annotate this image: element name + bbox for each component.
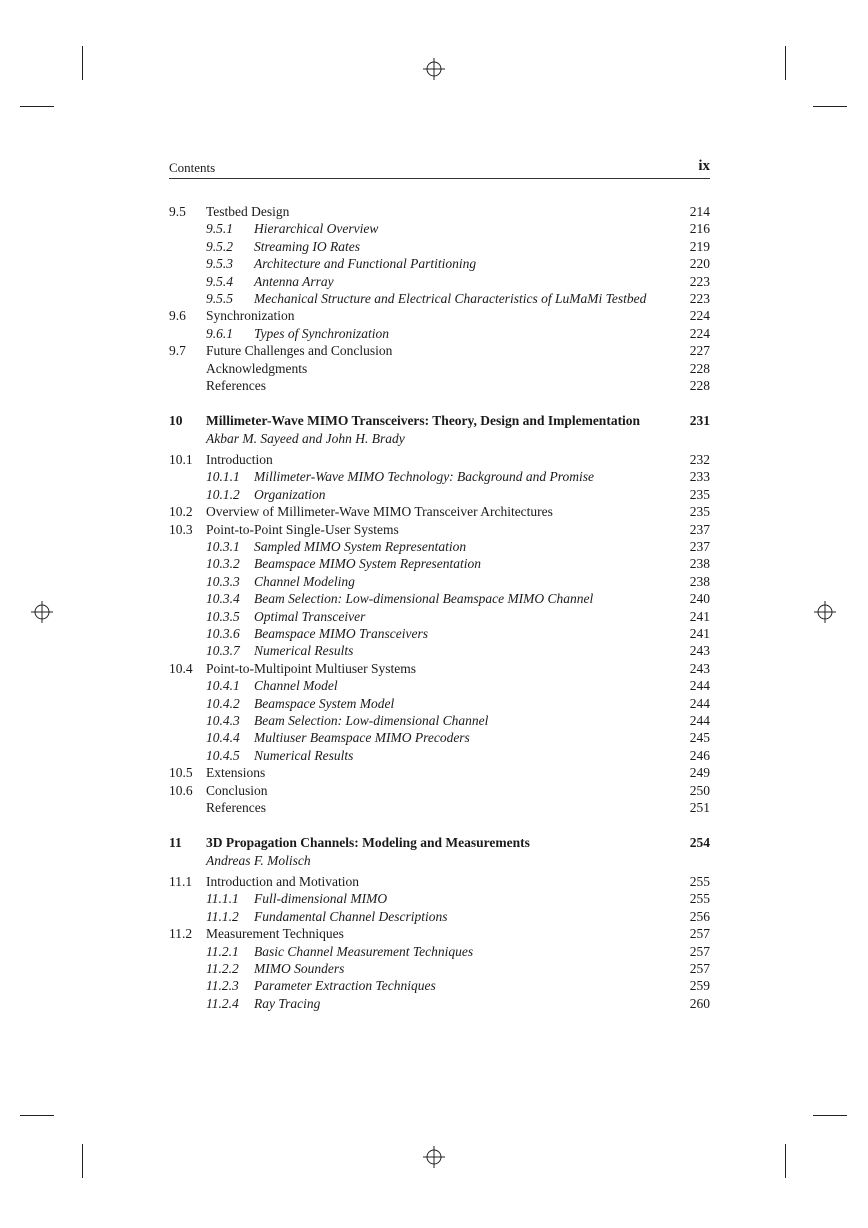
toc-entry-page: 255 (689, 874, 710, 890)
toc-entry-title: Extensions (206, 765, 266, 781)
toc-entry-title: Point-to-Multipoint Multiuser Systems (206, 660, 417, 676)
toc-entry-number: 10.2 (169, 504, 193, 520)
toc-entry-number: 9.5.5 (206, 290, 233, 306)
toc-entry-number: 10.1.2 (206, 486, 240, 502)
toc-entry-number: 11.2.1 (206, 943, 239, 959)
crop-mark (20, 106, 54, 107)
toc-entry-page: 235 (689, 504, 710, 520)
toc-entry-page: 244 (689, 695, 710, 711)
toc-subsection-row[interactable] (169, 273, 710, 290)
toc-section-row[interactable] (169, 521, 710, 538)
toc-entry-number: 9.5.4 (206, 273, 233, 289)
toc-entry-number: 9.5.2 (206, 238, 233, 254)
toc-section-row[interactable] (169, 342, 710, 359)
toc-entry-title: Multiuser Beamspace MIMO Precoders (254, 730, 470, 746)
toc-subsection-row[interactable] (169, 220, 710, 237)
toc-entry-title: Beamspace MIMO System Representation (254, 556, 482, 572)
toc-entry-title: Numerical Results (254, 747, 354, 763)
toc-entry-page: 216 (689, 221, 710, 237)
toc-entry-number: 10.5 (169, 765, 193, 781)
toc-entry-number: 10.3.3 (206, 573, 240, 589)
toc-section-row[interactable] (169, 660, 710, 677)
toc-entry-title: Beamspace System Model (254, 695, 395, 711)
toc-entry-number: 10.3.6 (206, 625, 240, 641)
toc-entry-title: Organization (254, 486, 326, 502)
toc-entry-number: 10.3.7 (206, 643, 240, 659)
toc-entry-title: References (206, 799, 266, 815)
toc-entry-page: 228 (689, 377, 710, 393)
toc-entry-title: Mechanical Structure and Electrical Characteristics of LuMaMi Testbed (254, 290, 647, 306)
toc-entry-page: 227 (689, 343, 710, 359)
toc-chapter-row[interactable] (169, 412, 710, 429)
toc-entry-page: 220 (689, 256, 710, 272)
toc-entry-page: 224 (689, 308, 710, 324)
toc-subsection-row[interactable] (169, 642, 710, 659)
toc-subsection-row[interactable] (169, 468, 710, 485)
toc-entry-number: 10.3.5 (206, 608, 240, 624)
registration-mark-icon (814, 601, 836, 623)
toc-entry-number: 11.1.1 (206, 891, 239, 907)
toc-subsection-row[interactable] (169, 677, 710, 694)
toc-entry-number: 10.3.4 (206, 591, 240, 607)
toc-entry-page: 237 (689, 521, 710, 537)
toc-entry-number: 10.4.3 (206, 712, 240, 728)
toc-subsection-row[interactable] (169, 555, 710, 572)
toc-chapter-authors: Andreas F. Molisch (206, 852, 311, 868)
toc-entry-title: Millimeter-Wave MIMO Transceivers: Theory, Design and Implementation (206, 413, 641, 429)
toc-entry-number: 11.2.4 (206, 995, 239, 1011)
toc-subsection-row[interactable] (169, 943, 710, 960)
toc-entry-number: 9.7 (169, 343, 186, 359)
toc-section-row[interactable] (169, 925, 710, 942)
toc-entry-title: Numerical Results (254, 643, 354, 659)
registration-mark-icon (423, 1146, 445, 1168)
toc-entry-title: Overview of Millimeter-Wave MIMO Transceiver Architectures (206, 504, 553, 520)
toc-section-row[interactable] (169, 503, 710, 520)
toc-subsection-row[interactable] (169, 590, 710, 607)
toc-entry-title: Parameter Extraction Techniques (254, 978, 436, 994)
crop-mark (82, 1144, 83, 1178)
toc-entry-title: Channel Model (254, 678, 338, 694)
toc-entry-page: 259 (689, 978, 710, 994)
page-number: ix (698, 158, 710, 174)
toc-entry-number: 9.6.1 (206, 325, 233, 341)
toc-entry-page: 243 (689, 660, 710, 676)
toc-entry-page: 244 (689, 712, 710, 728)
toc-entry-number: 9.5.3 (206, 256, 233, 272)
toc-entry-page: 257 (689, 926, 710, 942)
toc-entry-page: 249 (689, 765, 710, 781)
toc-subsection-row[interactable] (169, 729, 710, 746)
toc-subsection-row[interactable] (169, 238, 710, 255)
toc-subsection-row[interactable] (169, 608, 710, 625)
toc-entry-number: 10.3.1 (206, 539, 240, 555)
toc-entry-page: 260 (689, 995, 710, 1011)
toc-entry-number: 10.4 (169, 660, 193, 676)
toc-entry-page: 256 (689, 908, 710, 924)
toc-section-row[interactable] (169, 360, 710, 377)
toc-entry-page: 245 (689, 730, 710, 746)
toc-section-row[interactable] (169, 873, 710, 890)
toc-entry-page: 250 (689, 782, 710, 798)
toc-entry-number: 11.2.2 (206, 961, 239, 977)
toc-entry-page: 228 (689, 360, 710, 376)
toc-subsection-row[interactable] (169, 573, 710, 590)
toc-entry-title: MIMO Sounders (254, 961, 345, 977)
toc-entry-number: 9.5.1 (206, 221, 233, 237)
toc-entry-page: 241 (689, 608, 710, 624)
toc-entry-title: References (206, 377, 266, 393)
registration-mark-icon (31, 601, 53, 623)
crop-mark (813, 1115, 847, 1116)
toc-section-row[interactable] (169, 203, 710, 220)
toc-entry-title: Channel Modeling (254, 573, 355, 589)
toc-entry-page: 255 (689, 891, 710, 907)
toc-entry-title: Streaming IO Rates (254, 238, 360, 254)
toc-entry-title: Measurement Techniques (206, 926, 344, 942)
toc-entry-number: 10 (169, 413, 183, 429)
toc-entry-number: 9.5 (169, 204, 186, 219)
toc-entry-page: 246 (689, 747, 710, 763)
toc-entry-page: 233 (689, 469, 710, 485)
toc-entry-title: Conclusion (206, 782, 268, 798)
toc-entry-title: Introduction (206, 452, 273, 468)
toc-entry-number: 10.4.5 (206, 747, 240, 763)
toc-entry-number: 10.4.1 (206, 678, 240, 694)
toc-entry-number: 10.6 (169, 782, 193, 798)
toc-entry-page: 223 (689, 290, 710, 306)
toc-entry-page: 238 (689, 573, 710, 589)
toc-section-row[interactable] (169, 377, 710, 394)
toc-entry-page: 219 (689, 238, 710, 254)
toc-entry-title: Types of Synchronization (254, 325, 389, 341)
toc-section-row[interactable] (169, 451, 710, 468)
toc-section-row[interactable] (169, 799, 710, 816)
toc-entry-title: Testbed Design (206, 204, 290, 219)
toc-entry-page: 232 (689, 452, 710, 468)
toc-entry-page: 231 (689, 413, 710, 429)
table-of-contents (169, 203, 710, 1012)
toc-entry-title: Architecture and Functional Partitioning (254, 256, 477, 272)
toc-chapter-row[interactable] (169, 834, 710, 851)
toc-entry-page: 244 (689, 678, 710, 694)
toc-entry-title: Synchronization (206, 308, 295, 324)
toc-entry-number: 11.2.3 (206, 978, 239, 994)
toc-section-row[interactable] (169, 764, 710, 781)
running-title: Contents (169, 160, 216, 175)
crop-mark (785, 1144, 786, 1178)
toc-subsection-row[interactable] (169, 625, 710, 642)
toc-entry-title: Optimal Transceiver (254, 608, 366, 624)
toc-subsection-row[interactable] (169, 712, 710, 729)
toc-entry-page: 214 (689, 204, 710, 219)
toc-entry-title: Beam Selection: Low-dimensional Channel (254, 712, 489, 728)
toc-subsection-row[interactable] (169, 890, 710, 907)
toc-author-row[interactable] (169, 430, 710, 447)
toc-entry-title: Full-dimensional MIMO (254, 891, 388, 907)
toc-subsection-row[interactable] (169, 995, 710, 1012)
toc-entry-title: Beam Selection: Low-dimensional Beamspace MIMO Channel (254, 591, 594, 607)
toc-entry-number: 11.1.2 (206, 908, 239, 924)
toc-subsection-row[interactable] (169, 977, 710, 994)
toc-entry-title: Basic Channel Measurement Techniques (254, 943, 474, 959)
toc-entry-page: 257 (689, 961, 710, 977)
toc-entry-title: Introduction and Motivation (206, 874, 359, 890)
toc-entry-number: 10.3 (169, 521, 193, 537)
toc-entry-title: Sampled MIMO System Representation (254, 539, 467, 555)
toc-entry-page: 223 (689, 273, 710, 289)
toc-subsection-row[interactable] (169, 325, 710, 342)
toc-entry-number: 10.1 (169, 452, 193, 468)
toc-subsection-row[interactable] (169, 290, 710, 307)
toc-entry-title: Point-to-Point Single-User Systems (206, 521, 399, 537)
crop-mark (813, 106, 847, 107)
toc-entry-title: Acknowledgments (206, 360, 308, 376)
toc-subsection-row[interactable] (169, 747, 710, 764)
toc-entry-number: 10.1.1 (206, 469, 240, 485)
crop-mark (20, 1115, 54, 1116)
crop-mark (785, 46, 786, 80)
toc-entry-page: 241 (689, 625, 710, 641)
toc-subsection-row[interactable] (169, 255, 710, 272)
toc-entry-title: Ray Tracing (254, 995, 321, 1011)
toc-subsection-row[interactable] (169, 908, 710, 925)
toc-entry-page: 254 (689, 835, 710, 851)
toc-entry-page: 224 (689, 325, 710, 341)
running-header (169, 158, 710, 179)
toc-author-row[interactable] (169, 852, 710, 869)
toc-entry-page: 240 (689, 591, 710, 607)
toc-entry-title: 3D Propagation Channels: Modeling and Measurements (206, 835, 530, 851)
toc-subsection-row[interactable] (169, 486, 710, 503)
toc-section-row[interactable] (169, 307, 710, 324)
toc-entry-number: 10.4.2 (206, 695, 240, 711)
toc-entry-page: 251 (689, 799, 710, 815)
toc-chapter-authors: Akbar M. Sayeed and John H. Brady (206, 430, 405, 446)
toc-subsection-row[interactable] (169, 695, 710, 712)
toc-subsection-row[interactable] (169, 538, 710, 555)
toc-entry-title: Fundamental Channel Descriptions (254, 908, 448, 924)
toc-subsection-row[interactable] (169, 960, 710, 977)
toc-section-row[interactable] (169, 782, 710, 799)
toc-entry-title: Millimeter-Wave MIMO Technology: Background and Promise (254, 469, 595, 485)
toc-entry-title: Future Challenges and Conclusion (206, 343, 393, 359)
toc-entry-page: 257 (689, 943, 710, 959)
toc-entry-page: 238 (689, 556, 710, 572)
toc-entry-number: 10.4.4 (206, 730, 240, 746)
toc-entry-number: 9.6 (169, 308, 186, 324)
toc-entry-title: Hierarchical Overview (254, 221, 379, 237)
crop-mark (82, 46, 83, 80)
toc-entry-page: 235 (689, 486, 710, 502)
toc-entry-page: 237 (689, 539, 710, 555)
toc-entry-title: Beamspace MIMO Transceivers (254, 625, 428, 641)
toc-entry-number: 11 (169, 835, 182, 851)
toc-entry-page: 243 (689, 643, 710, 659)
toc-entry-title: Antenna Array (254, 273, 334, 289)
toc-entry-number: 11.1 (169, 874, 193, 890)
registration-mark-icon (423, 58, 445, 80)
toc-entry-number: 11.2 (169, 926, 193, 942)
toc-entry-number: 10.3.2 (206, 556, 240, 572)
